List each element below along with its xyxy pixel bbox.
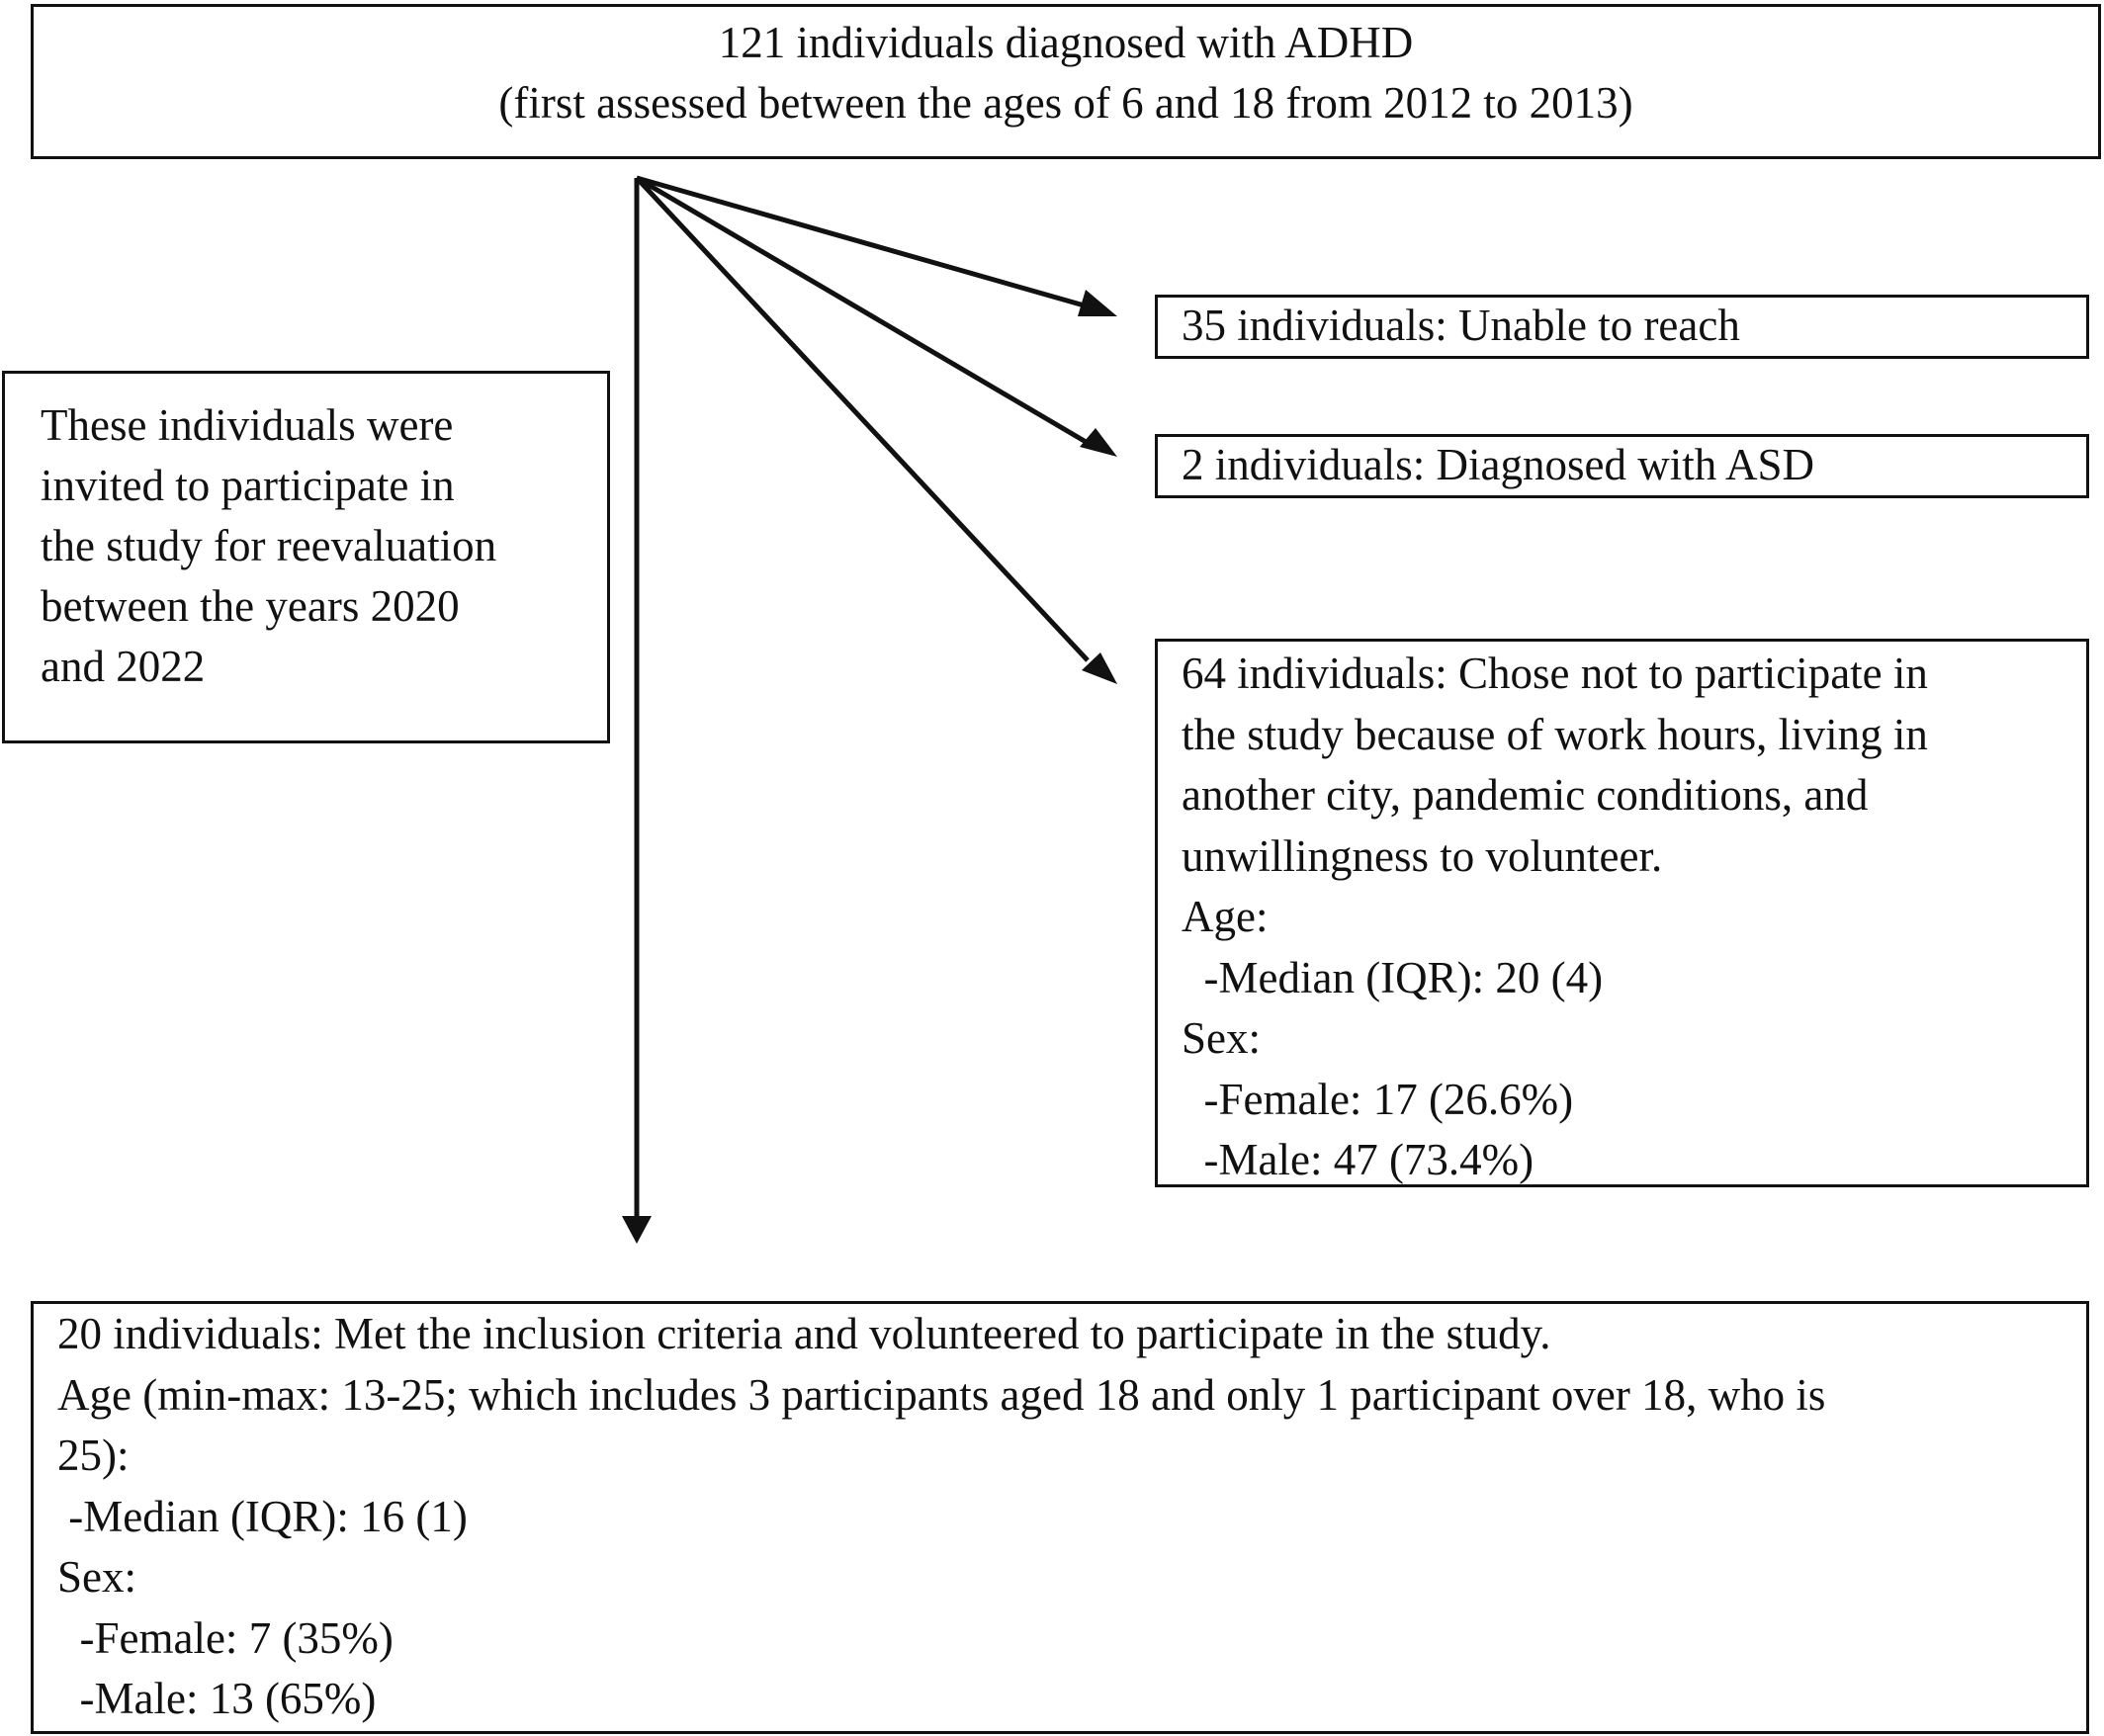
declined-line: Sex: bbox=[1182, 1013, 1262, 1063]
cohort-line: (first assessed between the ages of 6 and 18 from 2012 to 2013) bbox=[498, 78, 1633, 128]
included-box bbox=[31, 1301, 2089, 1734]
declined-box bbox=[1155, 639, 2089, 1187]
declined-line: -Median (IQR): 20 (4) bbox=[1182, 952, 1604, 1002]
declined-line: the study because of work hours, living in bbox=[1182, 709, 1928, 759]
declined-line: -Female: 17 (26.6%) bbox=[1182, 1074, 1574, 1124]
included-line: 20 individuals: Met the inclusion criteria and volunteered to participate in the study. bbox=[57, 1309, 1551, 1358]
invitation-line: These individuals were bbox=[41, 400, 454, 450]
invitation-line: the study for reevaluation bbox=[41, 521, 497, 570]
unreachable-box bbox=[1155, 295, 2089, 359]
arrowhead-down bbox=[622, 1216, 652, 1244]
included-line: -Male: 13 (65%) bbox=[57, 1674, 377, 1723]
invitation-line: invited to participate in bbox=[41, 461, 455, 510]
arrow-to-unreachable bbox=[637, 178, 1088, 306]
included-line: Age (min-max: 13-25; which includes 3 participants aged 18 and only 1 participant over 18, who is bbox=[57, 1369, 1826, 1420]
arrow-to-asd bbox=[637, 178, 1088, 443]
included-line: -Median (IQR): 16 (1) bbox=[57, 1491, 468, 1541]
invitation-line: and 2022 bbox=[41, 642, 206, 691]
declined-line: another city, pandemic conditions, and bbox=[1182, 770, 1869, 820]
cohort-box bbox=[31, 4, 2101, 159]
included-line: -Female: 7 (35%) bbox=[57, 1612, 394, 1663]
invitation-box bbox=[2, 371, 610, 743]
arrowhead-unreachable bbox=[1078, 290, 1117, 316]
declined-line: Age: bbox=[1182, 892, 1269, 941]
declined-line: 64 individuals: Chose not to participate in bbox=[1182, 649, 1928, 698]
arrowhead-asd bbox=[1080, 428, 1117, 457]
invitation-line: between the years 2020 bbox=[41, 581, 460, 631]
unreachable-line: 35 individuals: Unable to reach bbox=[1182, 301, 1740, 350]
included-line: 25): bbox=[57, 1431, 130, 1480]
asd-line: 2 individuals: Diagnosed with ASD bbox=[1182, 440, 1814, 489]
cohort-line: 121 individuals diagnosed with ADHD bbox=[718, 18, 1414, 67]
declined-line: unwillingness to volunteer. bbox=[1182, 830, 1663, 881]
declined-line: -Male: 47 (73.4%) bbox=[1182, 1135, 1534, 1184]
included-line: Sex: bbox=[57, 1552, 137, 1602]
arrowhead-declined bbox=[1082, 652, 1117, 684]
asd-box bbox=[1155, 434, 2089, 498]
arrow-to-declined bbox=[637, 178, 1088, 660]
